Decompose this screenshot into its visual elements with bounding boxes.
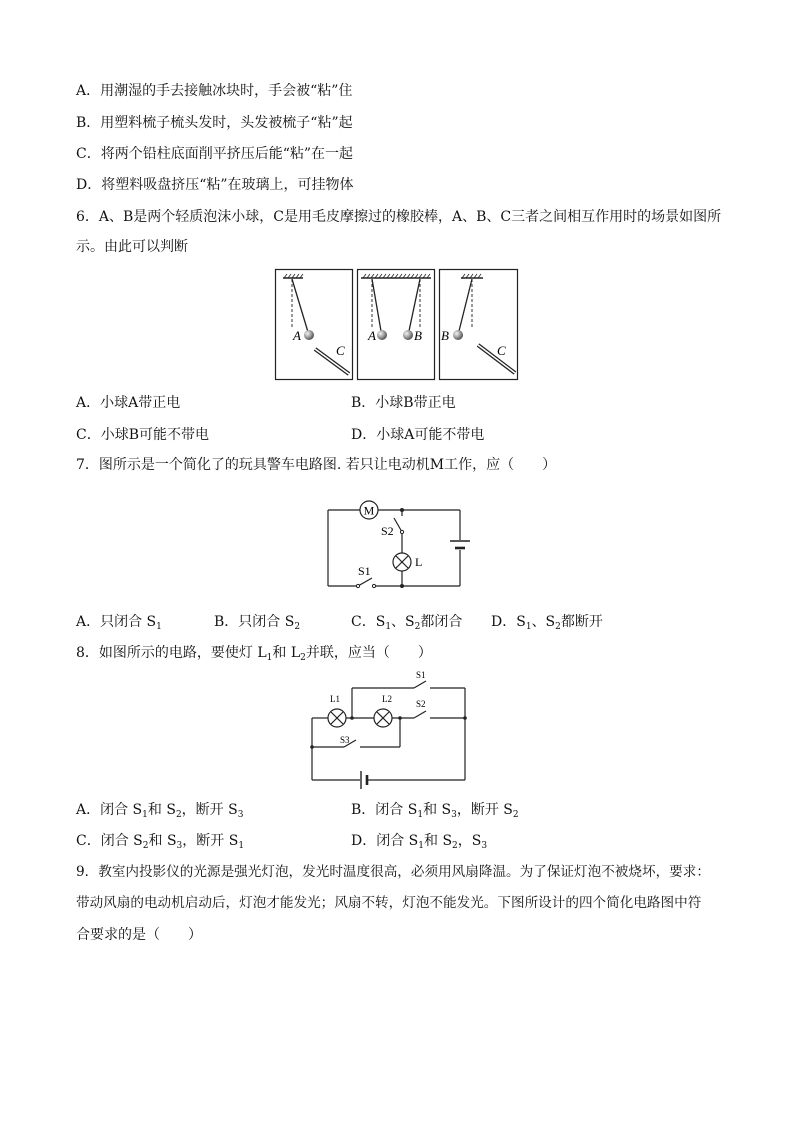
q7-option-a: A．只闭合 $S_1$ (76, 614, 162, 632)
q9-line-3: 合要求的是（ ） (76, 927, 202, 943)
s1-label: S1 (358, 564, 371, 578)
q6-option-d: D．小球A可能不带电 (351, 427, 485, 443)
ball-b-3 (453, 330, 463, 340)
lamp-l1-symbol (328, 709, 346, 727)
ball-a-label: A (293, 328, 301, 343)
q8-s2-label: S2 (416, 699, 426, 709)
rod-c-label-3: C (497, 343, 506, 358)
ball-b-label-2: B (414, 328, 422, 343)
q8-s3-label: S3 (340, 735, 350, 745)
motor-label: M (363, 503, 375, 518)
q8-option-b: B．闭合 $S_1$和 $S_3$，断开 $S_2$ (351, 802, 519, 820)
lamp-l2-symbol (374, 709, 392, 727)
rod-c-label: C (336, 343, 345, 358)
q7-stem: 7．图所示是一个简化了的玩具警车电路图. 若只让电动机M工作，应（ ） (76, 457, 557, 473)
q6-panel-3 (440, 270, 518, 380)
ball-a-2 (377, 330, 387, 340)
s2-label: S2 (381, 524, 394, 538)
q6-panel-2 (358, 270, 435, 380)
q8-circuit (308, 670, 468, 786)
lamp-symbol (393, 553, 411, 571)
ball-b-label-3: B (441, 328, 449, 343)
q5-option-a: A．用潮湿的手去接触冰块时，手会被“粘”住 (76, 83, 353, 99)
q5-option-c: C．将两个铅柱底面削平挤压后能“粘”在一起 (76, 146, 354, 162)
q8-option-d: D．闭合 $S_1$和 $S_2$，$S_3$ (351, 833, 488, 851)
q6-panel-1 (276, 270, 353, 380)
q6-option-a: A．小球A带正电 (76, 395, 181, 411)
q6-option-c: C．小球B可能不带电 (76, 427, 209, 443)
ball-b-2 (403, 330, 413, 340)
q8-l2-label: L2 (382, 694, 392, 704)
q5-option-d: D．将塑料吸盘挤压“粘”在玻璃上，可挂物体 (76, 177, 354, 193)
ball-a-label-2: A (368, 328, 376, 343)
battery-symbol (450, 541, 470, 548)
q8-stem: 8．如图所示的电路，要使灯 $L_1$和 $L_2$并联，应当（ ） (76, 645, 432, 663)
q7-circuit (326, 496, 466, 592)
q6-figure (275, 269, 521, 381)
q6-stem-line-2: 示。由此可以判断 (76, 239, 188, 255)
q8-s1-label: S1 (416, 670, 426, 680)
q8-l1-label: L1 (330, 694, 340, 704)
q7-option-b: B．只闭合 $S_2$ (214, 614, 301, 632)
q9-line-2: 带动风扇的电动机启动后，灯泡才能发光；风扇不转，灯泡不能发光。下图所设计的四个简化电路图中符 (76, 895, 702, 911)
lamp-label: L (415, 555, 423, 569)
q9-line-1: 9．教室内投影仪的光源是强光灯泡，发光时温度很高，必须用风扇降温。为了保证灯泡不被烧坏，要求： (76, 864, 710, 880)
q6-option-b: B．小球B带正电 (351, 395, 456, 411)
q7-option-c: C．$S_1$、$S_2$都闭合 (351, 614, 463, 632)
q8-option-c: C．闭合 $S_2$和 $S_3$，断开 $S_1$ (76, 833, 245, 851)
q7-option-d: D．$S_1$、$S_2$都断开 (491, 614, 603, 632)
ball-a (304, 330, 314, 340)
q5-option-b: B．用塑料梳子梳头发时，头发被梳子“粘”起 (76, 115, 353, 131)
motor-symbol (360, 501, 378, 519)
q8-option-a: A．闭合 $S_1$和 $S_2$，断开 $S_3$ (76, 802, 244, 820)
q6-stem-line-1: 6．A、B是两个轻质泡沫小球，C是用毛皮摩擦过的橡胶棒，A、B、C三者之间相互作用时的场景如图所 (76, 209, 722, 225)
